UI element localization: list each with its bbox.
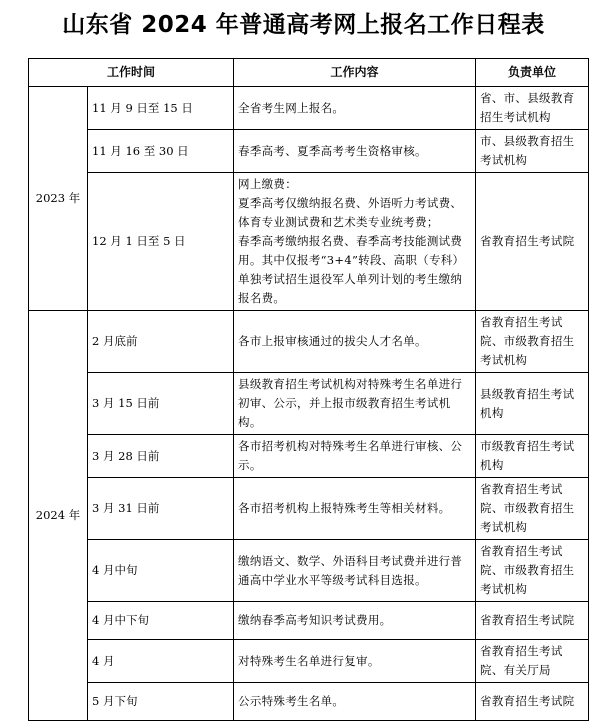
content-cell xyxy=(234,130,476,173)
unit-cell: 省教育招生考试院 xyxy=(476,683,589,721)
content-line: 网上缴费： xyxy=(238,177,298,191)
table-row xyxy=(29,311,589,373)
header-work-content: 工作内容 xyxy=(234,59,476,87)
table-header-row xyxy=(29,59,589,87)
content-cell xyxy=(234,373,476,435)
table-row xyxy=(29,87,589,130)
content-cell xyxy=(234,173,476,311)
time-cell: 11 月 9 日至 15 日 xyxy=(88,87,234,130)
content-cell xyxy=(234,683,476,721)
time-cell: 4 月中旬 xyxy=(88,540,234,602)
unit-cell: 市、县级教育招生考试机构 xyxy=(476,130,589,173)
time-cell: 3 月 15 日前 xyxy=(88,373,234,435)
unit-cell: 县级教育招生考试机构 xyxy=(476,373,589,435)
content-cell xyxy=(234,478,476,540)
content-line: 春季高考、夏季高考考生资格审核。 xyxy=(238,143,427,158)
content-line: 对特殊考生名单进行复审。 xyxy=(238,653,380,668)
unit-cell: 省教育招生考试院、市级教育招生考试机构 xyxy=(476,540,589,602)
table-row xyxy=(29,602,589,640)
content-line: 各市招考机构对特殊考生名单进行审核、公示。 xyxy=(238,439,463,472)
time-cell: 12 月 1 日至 5 日 xyxy=(88,173,234,311)
unit-cell: 省教育招生考试院 xyxy=(476,173,589,311)
content-cell xyxy=(234,87,476,130)
year-cell: 2024 年 xyxy=(29,311,88,721)
content-line: 全省考生网上报名。 xyxy=(238,100,345,115)
content-line: 缴纳语文、数学、外语科目考试费并进行普通高中学业水平等级考试科目选报。 xyxy=(238,553,463,587)
content-cell xyxy=(234,602,476,640)
table-row xyxy=(29,130,589,173)
table-row xyxy=(29,540,589,602)
unit-cell: 省教育招生考试院、市级教育招生考试机构 xyxy=(476,478,589,540)
year-cell: 2023 年 xyxy=(29,87,88,311)
schedule-table xyxy=(28,58,589,721)
table-row xyxy=(29,173,589,311)
time-cell: 3 月 31 日前 xyxy=(88,478,234,540)
unit-cell: 市级教育招生考试机构 xyxy=(476,435,589,478)
time-cell: 4 月中下旬 xyxy=(88,602,234,640)
table-row xyxy=(29,640,589,683)
content-line: 各市上报审核通过的拔尖人才名单。 xyxy=(238,334,427,348)
content-line: 春季高考缴纳报名费、春季高考技能测试费用。其中仅报考“3+4”转段、高职（专科）单独考试招生退役军人单列计划的考生缴纳报名费。 xyxy=(238,234,465,305)
content-line: 夏季高考仅缴纳报名费、外语听力考试费、体育专业测试费和艺术类专业统考费； xyxy=(238,196,463,229)
table-row xyxy=(29,478,589,540)
table-row xyxy=(29,683,589,721)
time-cell: 3 月 28 日前 xyxy=(88,435,234,478)
unit-cell: 省教育招生考试院、有关厅局 xyxy=(476,640,589,683)
content-line: 公示特殊考生名单。 xyxy=(238,694,345,708)
time-cell: 4 月 xyxy=(88,640,234,683)
table-row xyxy=(29,435,589,478)
content-line: 缴纳春季高考知识考试费用。 xyxy=(238,613,392,627)
header-responsible-unit: 负责单位 xyxy=(476,59,589,87)
content-line: 县级教育招生考试机构对特殊考生名单进行初审、公示，并上报市级教育招生考试机构。 xyxy=(238,377,463,429)
table-row xyxy=(29,373,589,435)
page-title: 山东省 2024 年普通高考网上报名工作日程表 xyxy=(62,12,545,38)
time-cell: 2 月底前 xyxy=(88,311,234,373)
unit-cell: 省教育招生考试院、市级教育招生考试机构 xyxy=(476,311,589,373)
time-cell: 5 月下旬 xyxy=(88,683,234,721)
content-line: 各市招考机构上报特殊考生等相关材料。 xyxy=(238,501,451,515)
content-cell xyxy=(234,311,476,373)
header-work-time: 工作时间 xyxy=(29,59,234,87)
content-cell xyxy=(234,540,476,602)
unit-cell: 省、市、县级教育招生考试机构 xyxy=(476,87,589,130)
content-cell xyxy=(234,435,476,478)
time-cell: 11 月 16 至 30 日 xyxy=(88,130,234,173)
unit-cell: 省教育招生考试院 xyxy=(476,602,589,640)
content-cell xyxy=(234,640,476,683)
